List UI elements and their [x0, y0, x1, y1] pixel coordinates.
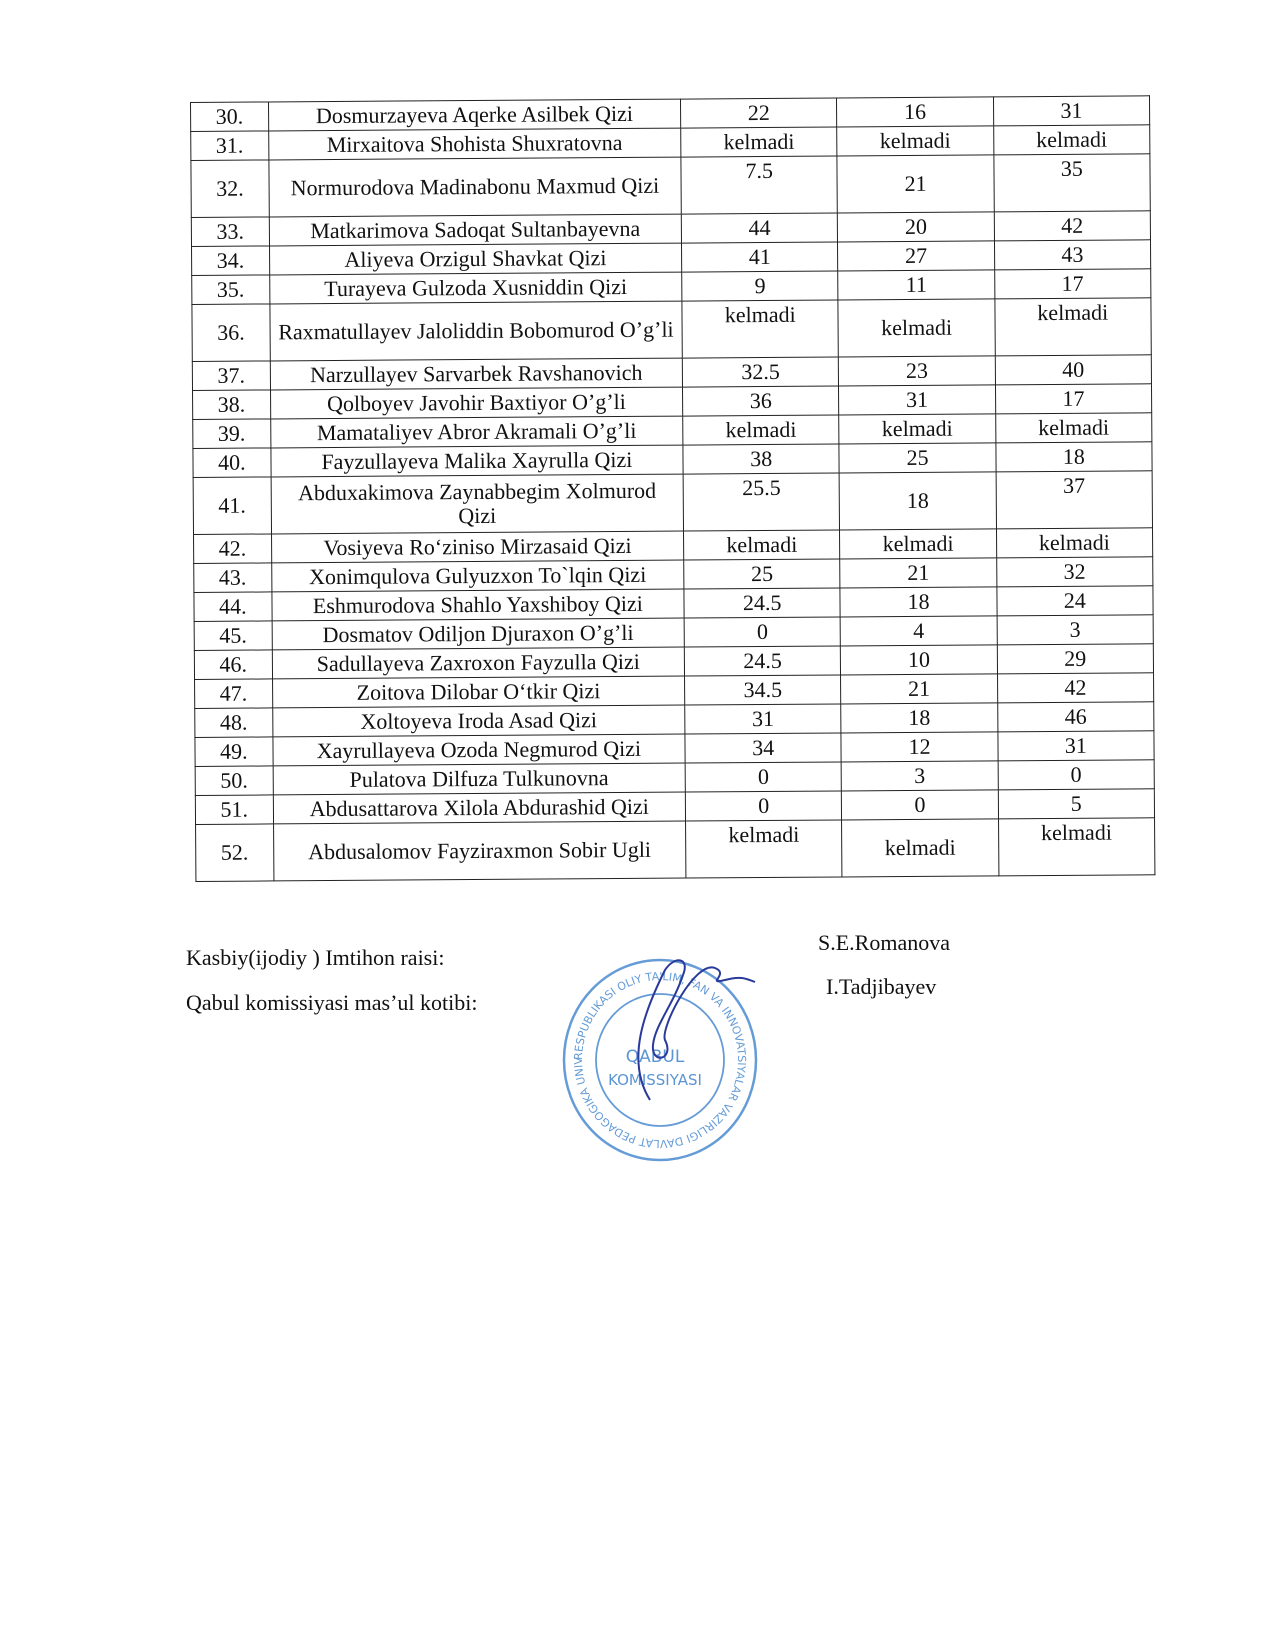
student-name-cell: Mamataliyev Abror Akramali O’g’li [270, 416, 683, 448]
score-3-cell: 31 [998, 731, 1155, 761]
student-name-cell: Raxmatullayev Jaloliddin Bobomurod O’g’li [270, 301, 683, 361]
score-3-cell: 32 [996, 557, 1153, 587]
results-table-body [191, 96, 1155, 882]
score-2-cell: 18 [841, 703, 997, 733]
score-3-cell: 17 [995, 384, 1152, 414]
row-number-cell: 40. [193, 448, 271, 478]
score-3-cell: 43 [994, 240, 1151, 270]
score-3-cell: kelmadi [996, 528, 1153, 558]
score-3-cell: 37 [996, 471, 1153, 529]
student-name-cell: Mirxaitova Shohista Shuxratovna [268, 128, 681, 160]
score-2-cell: 21 [840, 558, 996, 588]
score-1-cell: kelmadi [682, 300, 839, 358]
stamp-ring-text: RESPUBLIKASI OLIY TA'LIM, FAN VA INNOVATSIYALAR VAZIRLIGI DAVLAT PEDAGOGIKA UNIV [571, 969, 749, 1151]
row-number-cell: 45. [194, 621, 272, 651]
score-1-cell: 24.5 [684, 646, 840, 676]
score-3-cell: 31 [993, 96, 1150, 126]
score-2-cell: 4 [840, 616, 996, 646]
student-name-cell: Dosmatov Odiljon Djuraxon O’g’li [272, 618, 685, 650]
score-2-cell: 20 [838, 212, 994, 242]
student-name-cell: Narzullayev Sarvarbek Ravshanovich [270, 358, 683, 390]
score-1-cell: kelmadi [684, 530, 840, 560]
student-name-cell: Vosiyeva Ro‘ziniso Mirzasaid Qizi [271, 531, 684, 563]
score-2-cell: 21 [837, 155, 994, 213]
student-name-cell: Eshmurodova Shahlo Yaxshiboy Qizi [272, 589, 685, 621]
table-row [193, 471, 1152, 535]
score-3-cell: 35 [994, 154, 1151, 212]
secretary-label: Qabul komissiyasi mas’ul kotibi: [186, 990, 478, 1015]
score-2-cell: 23 [839, 356, 995, 386]
score-1-cell: 22 [681, 98, 837, 128]
row-number-cell: 31. [191, 131, 269, 161]
score-1-cell: kelmadi [686, 820, 843, 878]
row-number-cell: 30. [191, 102, 269, 132]
score-3-cell: 0 [998, 760, 1155, 790]
results-table-wrapper [190, 95, 1155, 882]
score-3-cell: 46 [997, 702, 1154, 732]
score-1-cell: 7.5 [681, 156, 838, 214]
score-1-cell: 25.5 [683, 473, 840, 531]
score-1-cell: 34.5 [685, 675, 841, 705]
row-number-cell: 42. [194, 534, 272, 564]
score-2-cell: 0 [842, 790, 998, 820]
table-row [191, 154, 1150, 218]
table-row [192, 298, 1151, 362]
score-1-cell: 44 [681, 213, 837, 243]
score-2-cell: 27 [838, 241, 994, 271]
chair-name: S.E.Romanova [818, 930, 950, 955]
score-2-cell: 18 [840, 587, 996, 617]
student-name-cell: Turayeva Gulzoda Xusniddin Qizi [269, 272, 682, 304]
score-2-cell: kelmadi [838, 299, 995, 357]
chair-label: Kasbiy(ijodiy ) Imtihon raisi: [186, 945, 445, 970]
score-1-cell: 36 [683, 386, 839, 416]
student-name-cell: Abduxakimova Zaynabbegim Xolmurod Qizi [271, 474, 684, 534]
score-3-cell: kelmadi [993, 125, 1150, 155]
row-number-cell: 32. [191, 160, 269, 218]
score-3-cell: 24 [997, 586, 1154, 616]
row-number-cell: 50. [195, 766, 273, 796]
score-2-cell: 11 [838, 270, 994, 300]
student-name-cell: Pulatova Dilfuza Tulkunovna [273, 763, 686, 795]
score-2-cell: 12 [841, 732, 997, 762]
score-3-cell: kelmadi [995, 413, 1152, 443]
score-2-cell: kelmadi [842, 819, 999, 877]
row-number-cell: 43. [194, 563, 272, 593]
student-name-cell: Sadullayeva Zaxroxon Fayzulla Qizi [272, 647, 685, 679]
score-1-cell: 34 [685, 733, 841, 763]
row-number-cell: 39. [193, 419, 271, 449]
score-1-cell: 24.5 [684, 588, 840, 618]
score-2-cell: kelmadi [840, 529, 996, 559]
stamp-seal-icon [555, 950, 765, 1170]
row-number-cell: 52. [196, 824, 274, 882]
row-number-cell: 41. [193, 477, 271, 535]
admission-committee-stamp [555, 950, 765, 1170]
score-2-cell: 18 [839, 472, 996, 530]
row-number-cell: 37. [192, 361, 270, 391]
score-2-cell: 10 [841, 645, 997, 675]
score-3-cell: 3 [997, 615, 1154, 645]
row-number-cell: 35. [192, 275, 270, 305]
score-1-cell: 31 [685, 704, 841, 734]
student-name-cell: Zoitova Dilobar O‘tkir Qizi [272, 676, 685, 708]
score-3-cell: 40 [995, 355, 1152, 385]
row-number-cell: 44. [194, 592, 272, 622]
score-1-cell: 0 [685, 791, 841, 821]
score-3-cell: 42 [997, 673, 1154, 703]
score-1-cell: 41 [682, 242, 838, 272]
results-table [190, 95, 1155, 882]
score-3-cell: kelmadi [995, 298, 1152, 356]
student-name-cell: Qolboyev Javohir Baxtiyor O’g’li [270, 387, 683, 419]
student-name-cell: Aliyeva Orzigul Shavkat Qizi [269, 243, 682, 275]
score-3-cell: 29 [997, 644, 1154, 674]
score-3-cell: 17 [994, 269, 1151, 299]
score-1-cell: 9 [682, 271, 838, 301]
score-2-cell: 16 [837, 97, 993, 127]
student-name-cell: Abdusattarova Xilola Abdurashid Qizi [273, 792, 686, 824]
row-number-cell: 49. [195, 737, 273, 767]
score-2-cell: kelmadi [837, 126, 993, 156]
student-name-cell: Fayzullayeva Malika Xayrulla Qizi [271, 445, 684, 477]
score-1-cell: kelmadi [683, 415, 839, 445]
student-name-cell: Xayrullayeva Ozoda Negmurod Qizi [273, 734, 686, 766]
student-name-cell: Dosmurzayeva Aqerke Asilbek Qizi [268, 99, 681, 131]
score-2-cell: 21 [841, 674, 997, 704]
table-row [196, 818, 1155, 882]
row-number-cell: 33. [191, 217, 269, 247]
score-2-cell: kelmadi [839, 414, 995, 444]
score-1-cell: 25 [684, 559, 840, 589]
student-name-cell: Matkarimova Sadoqat Sultanbayevna [269, 214, 682, 246]
score-2-cell: 3 [841, 761, 997, 791]
score-1-cell: 0 [684, 617, 840, 647]
score-3-cell: 18 [996, 442, 1153, 472]
student-name-cell: Xonimqulova Gulyuzxon To`lqin Qizi [271, 560, 684, 592]
score-2-cell: 31 [839, 385, 995, 415]
student-name-cell: Abdusalomov Fayziraxmon Sobir Ugli [273, 821, 686, 881]
stamp-center-text-1: QABUL [625, 1047, 685, 1067]
score-1-cell: 32.5 [682, 357, 838, 387]
stamp-center-text-2: KOMISSIYASI [608, 1071, 702, 1089]
secretary-name: I.Tadjibayev [826, 974, 937, 999]
score-3-cell: kelmadi [998, 818, 1155, 876]
row-number-cell: 38. [193, 390, 271, 420]
score-1-cell: 0 [685, 762, 841, 792]
score-3-cell: 5 [998, 789, 1155, 819]
score-1-cell: 38 [683, 444, 839, 474]
score-2-cell: 25 [839, 443, 995, 473]
row-number-cell: 46. [194, 650, 272, 680]
row-number-cell: 48. [195, 708, 273, 738]
student-name-cell: Xoltoyeva Iroda Asad Qizi [272, 705, 685, 737]
row-number-cell: 47. [195, 679, 273, 709]
score-1-cell: kelmadi [681, 127, 837, 157]
row-number-cell: 51. [195, 795, 273, 825]
score-3-cell: 42 [994, 211, 1151, 241]
student-name-cell: Normurodova Madinabonu Maxmud Qizi [269, 157, 682, 217]
row-number-cell: 34. [192, 246, 270, 276]
row-number-cell: 36. [192, 304, 270, 362]
